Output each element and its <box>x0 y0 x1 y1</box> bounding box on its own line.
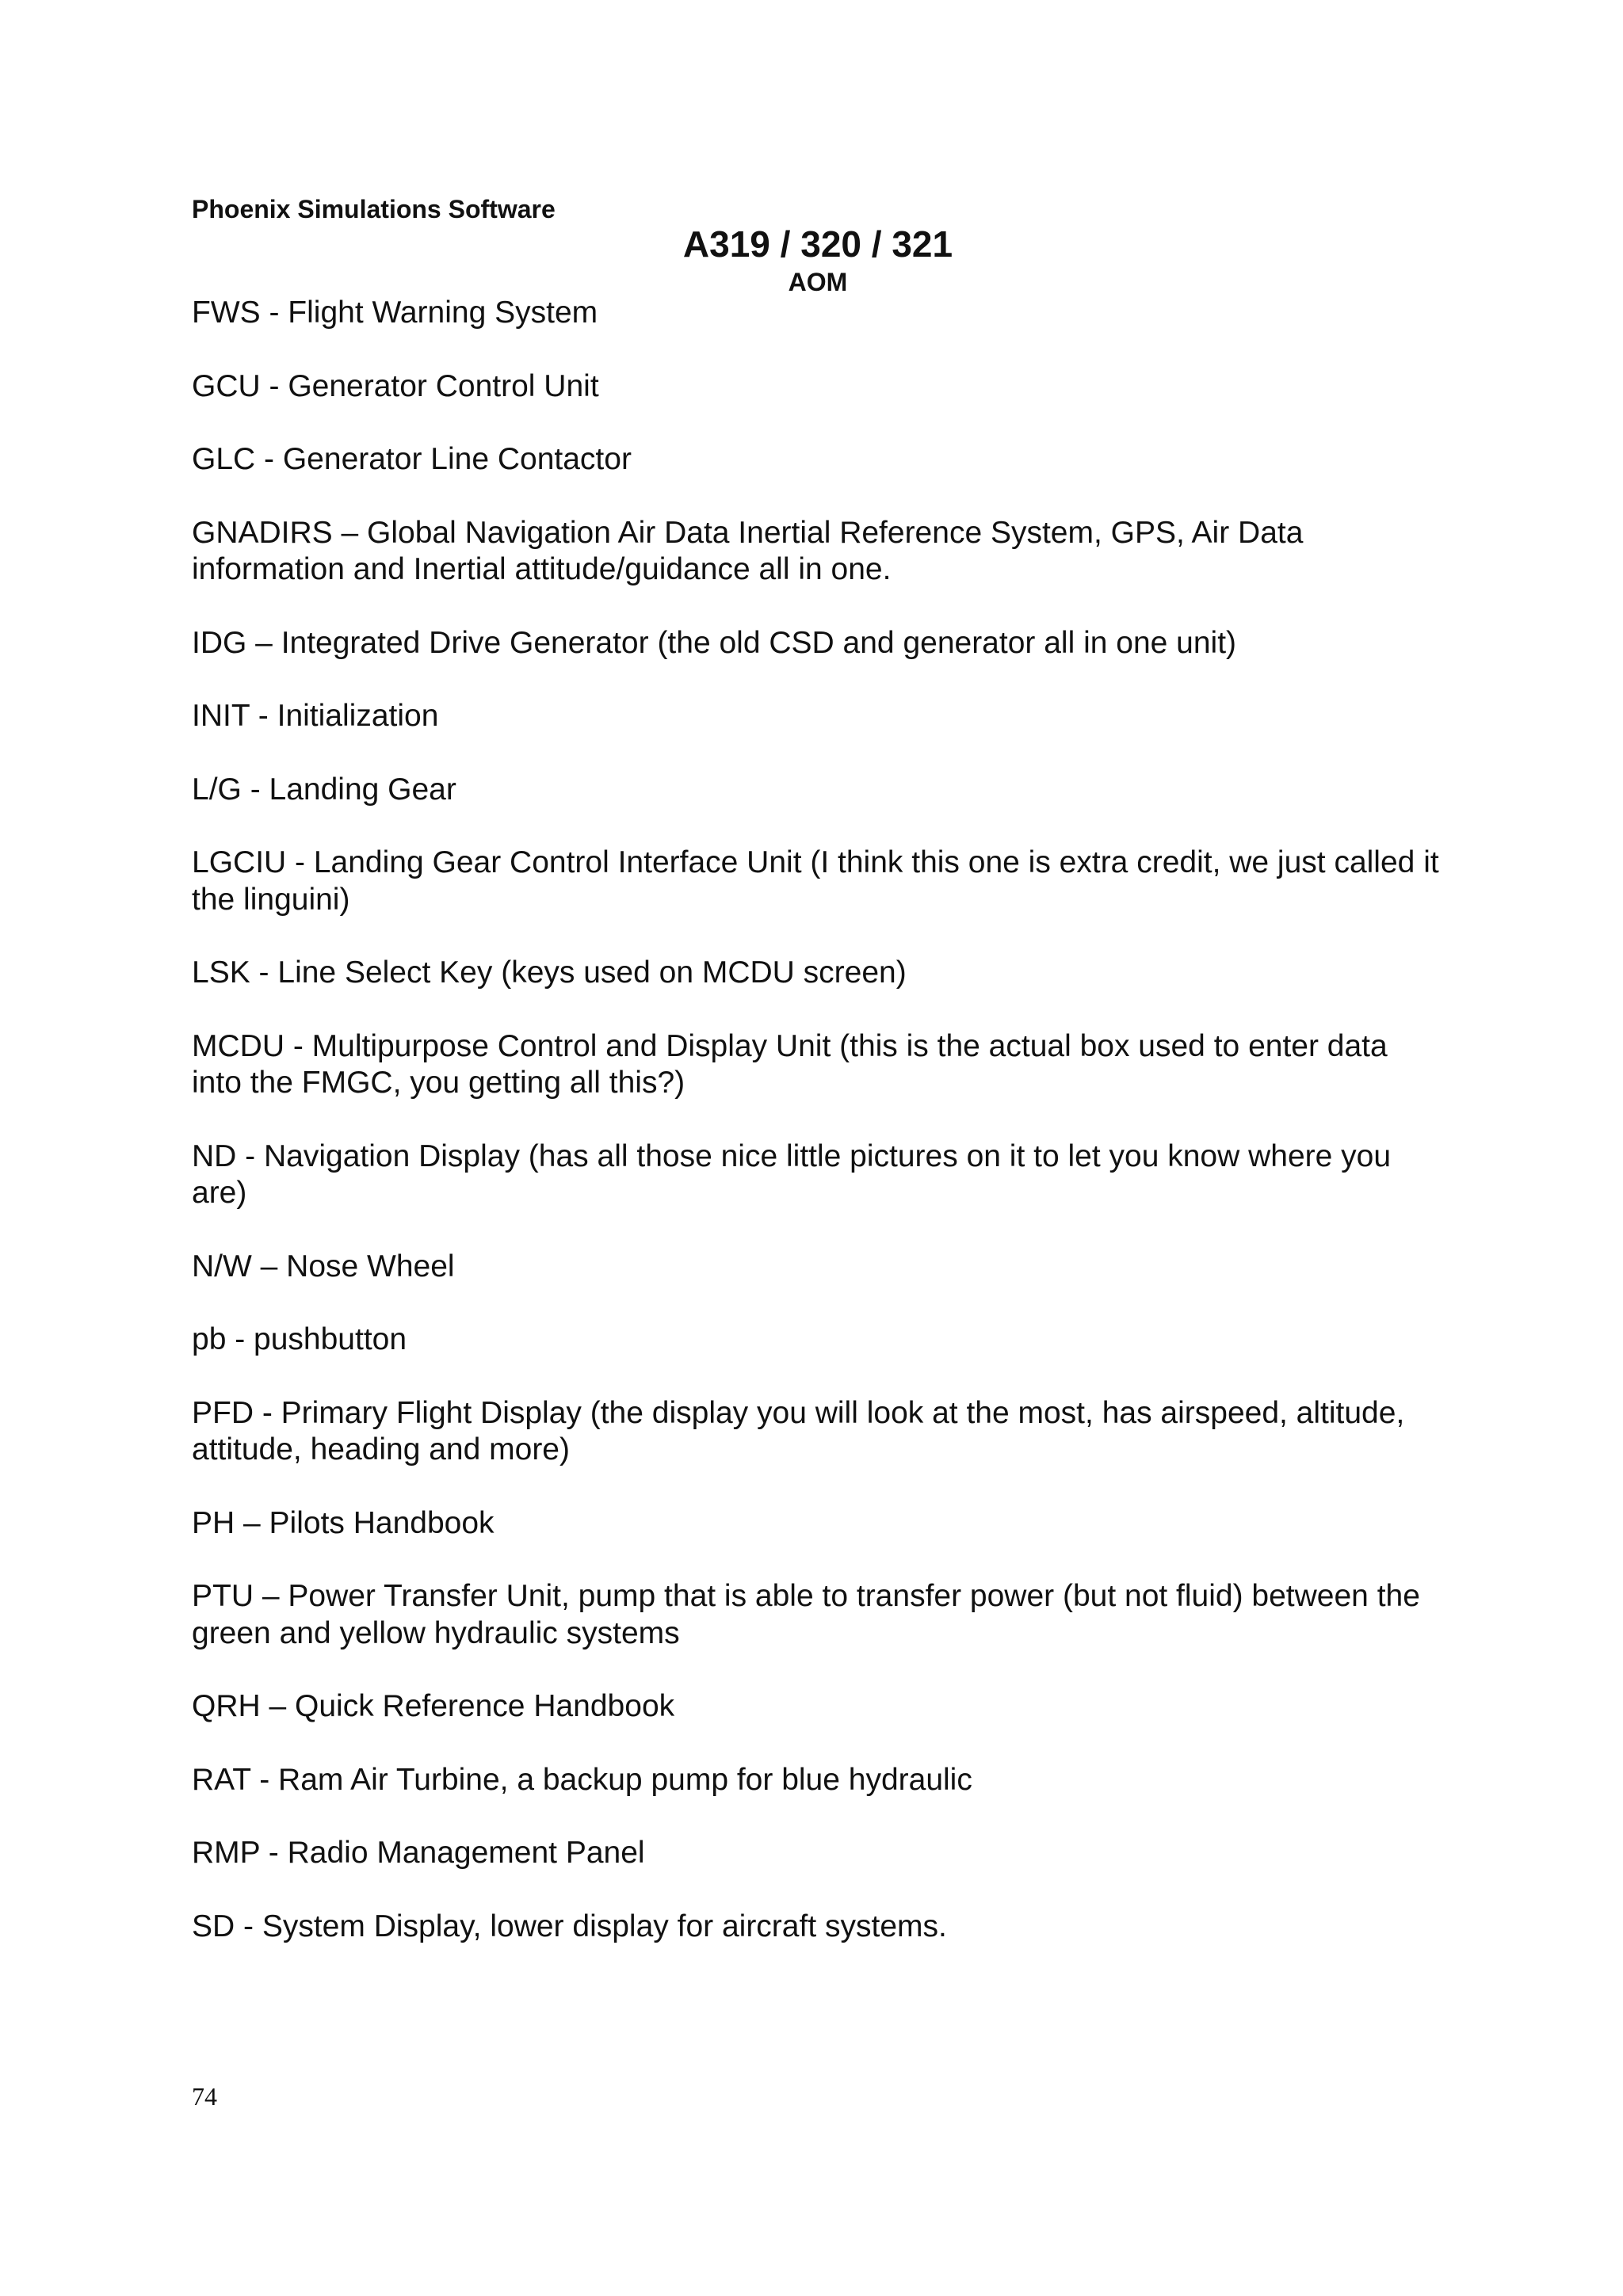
glossary-entry-glc: GLC - Generator Line Contactor <box>192 442 632 476</box>
glossary-entry-nw: N/W – Nose Wheel <box>192 1249 455 1283</box>
glossary-entry-fws: FWS - Flight Warning System <box>192 296 598 330</box>
glossary-entry-qrh: QRH – Quick Reference Handbook <box>192 1689 675 1723</box>
glossary-entry-idg: IDG – Integrated Drive Generator (the old CSD and generator all in one unit) <box>192 625 1237 660</box>
company-name: Phoenix Simulations Software <box>192 195 556 223</box>
glossary-entry-lgciu: LGCIU - Landing Gear Control Interface Unit (I think this one is extra credit, we just called it the linguini) <box>192 845 1439 917</box>
glossary-entry-sd: SD - System Display, lower display for aircraft systems. <box>192 1909 947 1943</box>
glossary-entry-lg: L/G - Landing Gear <box>192 772 456 807</box>
glossary-entry-lsk: LSK - Line Select Key (keys used on MCDU screen) <box>192 955 907 990</box>
glossary-entry-init: INIT - Initialization <box>192 699 439 733</box>
page-number: 74 <box>192 2082 217 2111</box>
glossary-entry-ptu: PTU – Power Transfer Unit, pump that is able to transfer power (but not fluid) between the green and yellow hydraulic systems <box>192 1579 1420 1650</box>
glossary-entry-gnadirs: GNADIRS – Global Navigation Air Data Inertial Reference System, GPS, Air Data information and Inertial attitude/guidance all in one. <box>192 515 1304 586</box>
glossary-entry-rmp: RMP - Radio Management Panel <box>192 1836 645 1870</box>
glossary-entry-pfd: PFD - Primary Flight Display (the display you will look at the most, has airspeed, altitude, attitude, heading and more) <box>192 1395 1405 1466</box>
glossary-entry-ph: PH – Pilots Handbook <box>192 1505 495 1540</box>
glossary-entry-nd: ND - Navigation Display (has all those nice little pictures on it to let you know where you are) <box>192 1138 1392 1210</box>
glossary-entry-pb: pb - pushbutton <box>192 1322 407 1356</box>
document-title: A319 / 320 / 321 <box>682 223 953 265</box>
document-subtitle: AOM <box>788 268 848 296</box>
glossary-entry-rat: RAT - Ram Air Turbine, a backup pump for blue hydraulic <box>192 1762 972 1797</box>
glossary-list <box>192 295 1444 1981</box>
glossary-entry-mcdu: MCDU - Multipurpose Control and Display Unit (this is the actual box used to enter data into the FMGC, you getting all this?) <box>192 1028 1388 1100</box>
glossary-entry-gcu: GCU - Generator Control Unit <box>192 368 599 403</box>
